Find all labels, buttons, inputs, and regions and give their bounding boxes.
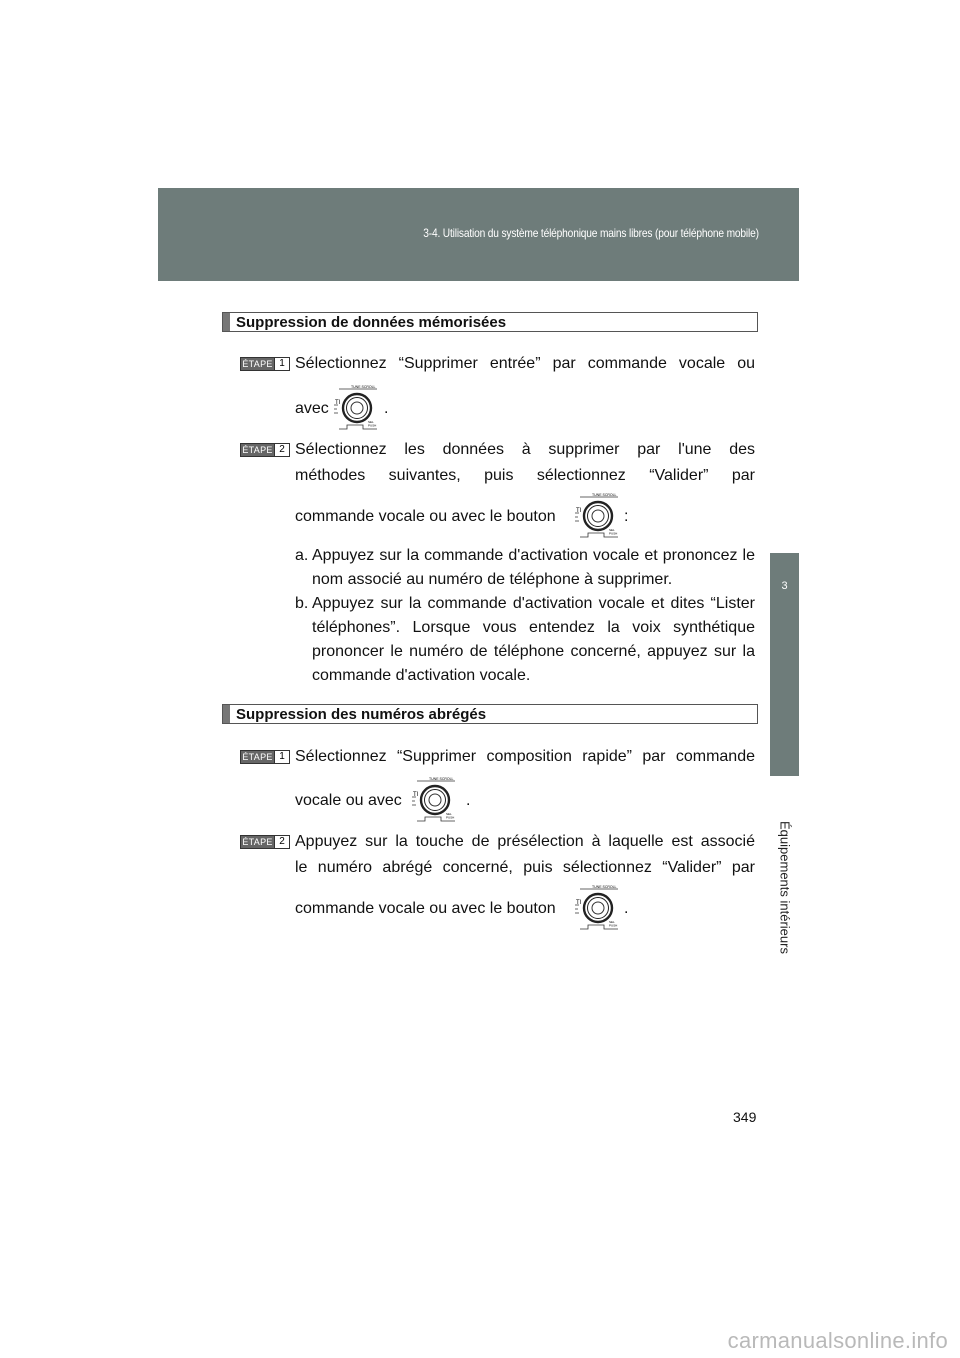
knob-label: SEL xyxy=(609,528,615,532)
section-header-bar xyxy=(223,313,230,331)
step-text: méthodes suivantes, puis sélectionnez “Valider” par xyxy=(295,467,755,484)
knob-label: SEL xyxy=(368,420,374,424)
knob-label: SEL xyxy=(446,812,452,816)
step-badge-label: ÉTAPE xyxy=(242,837,273,847)
tune-scroll-knob-icon xyxy=(411,777,459,825)
knob-label: PUSH xyxy=(446,815,455,820)
section-header-bar xyxy=(223,705,230,723)
section-title: Suppression des numéros abrégés xyxy=(236,706,487,723)
step-badge-label: ÉTAPE xyxy=(242,359,273,369)
step-badge xyxy=(240,357,290,371)
step-text-before-icon: commande vocale ou avec le bouton xyxy=(295,900,556,917)
step-badge xyxy=(240,835,290,849)
knob-label: TI xyxy=(576,900,582,906)
knob-label: TI xyxy=(413,792,419,798)
step-text: Sélectionnez “Supprimer composition rapide” par commande xyxy=(295,748,755,765)
step-badge-number: 1 xyxy=(274,751,289,763)
step-badge-label: ÉTAPE xyxy=(242,752,273,762)
chapter-label-text: Équipements intérieurs xyxy=(777,821,792,954)
step-text-after-icon: . xyxy=(624,900,629,917)
step-text-before-icon: avec xyxy=(295,400,329,417)
step-badge-label: ÉTAPE xyxy=(242,445,273,455)
knob-label: TUNE SCROLL xyxy=(429,777,454,781)
knob-label: TI xyxy=(576,508,582,514)
list-item-text: Appuyez sur la commande d'activation vocale et dites “Lister téléphones”. Lorsque vous entendez la voix synthétique prononcer le numéro de téléphone concerné, appuyez sur la commande d'activation vocale. xyxy=(312,595,755,684)
knob-label: SEL xyxy=(609,920,615,924)
knob-label: PUSH xyxy=(368,423,377,428)
watermark: carmanualsonline.info xyxy=(727,1328,948,1353)
step-badge-number: 2 xyxy=(274,444,289,456)
list-item-marker: a. xyxy=(295,547,309,564)
step-badge-number: 2 xyxy=(274,836,289,848)
section-header-delete-entry xyxy=(222,312,758,332)
knob-label: TUNE SCROLL xyxy=(351,385,376,389)
chapter-header-title: 3-4. Utilisation du système téléphonique mains libres (pour téléphone mobile) xyxy=(423,226,759,240)
tune-scroll-knob-icon xyxy=(574,885,622,933)
list-item xyxy=(295,592,755,688)
list-item xyxy=(295,544,755,592)
tune-scroll-knob-icon xyxy=(333,385,381,433)
step-text-after-icon: : xyxy=(624,508,629,525)
chapter-side-label xyxy=(770,790,799,990)
step-text: Sélectionnez les données à supprimer par l'une des xyxy=(295,441,755,458)
list-item-text: Appuyez sur la commande d'activation vocale et prononcez le nom associé au numéro de téléphone à supprimer. xyxy=(312,547,755,588)
step-text-before-icon: vocale ou avec xyxy=(295,792,402,809)
step-text-before-icon: commande vocale ou avec le bouton xyxy=(295,508,556,525)
step-text xyxy=(295,400,329,418)
knob-label: TUNE SCROLL xyxy=(592,493,617,497)
chapter-header-band xyxy=(158,188,799,281)
step-text: Appuyez sur la touche de présélection à laquelle est associé xyxy=(295,833,755,850)
step-text: le numéro abrégé concerné, puis sélectionnez “Valider” par xyxy=(295,859,755,876)
step-text: Sélectionnez “Supprimer entrée” par commande vocale ou xyxy=(295,355,755,372)
step-text-after-icon: . xyxy=(384,400,389,417)
knob-label: PUSH xyxy=(609,531,618,536)
step-badge-number: 1 xyxy=(274,358,289,370)
knob-label: PUSH xyxy=(609,923,618,928)
chapter-number: 3 xyxy=(781,580,788,592)
list-item-marker: b. xyxy=(295,595,309,612)
step-text-after-icon: . xyxy=(466,792,471,809)
knob-label: TUNE SCROLL xyxy=(592,885,617,889)
step-badge xyxy=(240,443,290,457)
knob-label: TI xyxy=(335,400,341,406)
chapter-side-tab xyxy=(770,553,799,776)
step-badge xyxy=(240,750,290,764)
page-number: 349 xyxy=(733,1109,757,1125)
tune-scroll-knob-icon xyxy=(574,493,622,541)
section-title: Suppression de données mémorisées xyxy=(236,314,507,331)
section-header-delete-speed-dial xyxy=(222,704,758,724)
